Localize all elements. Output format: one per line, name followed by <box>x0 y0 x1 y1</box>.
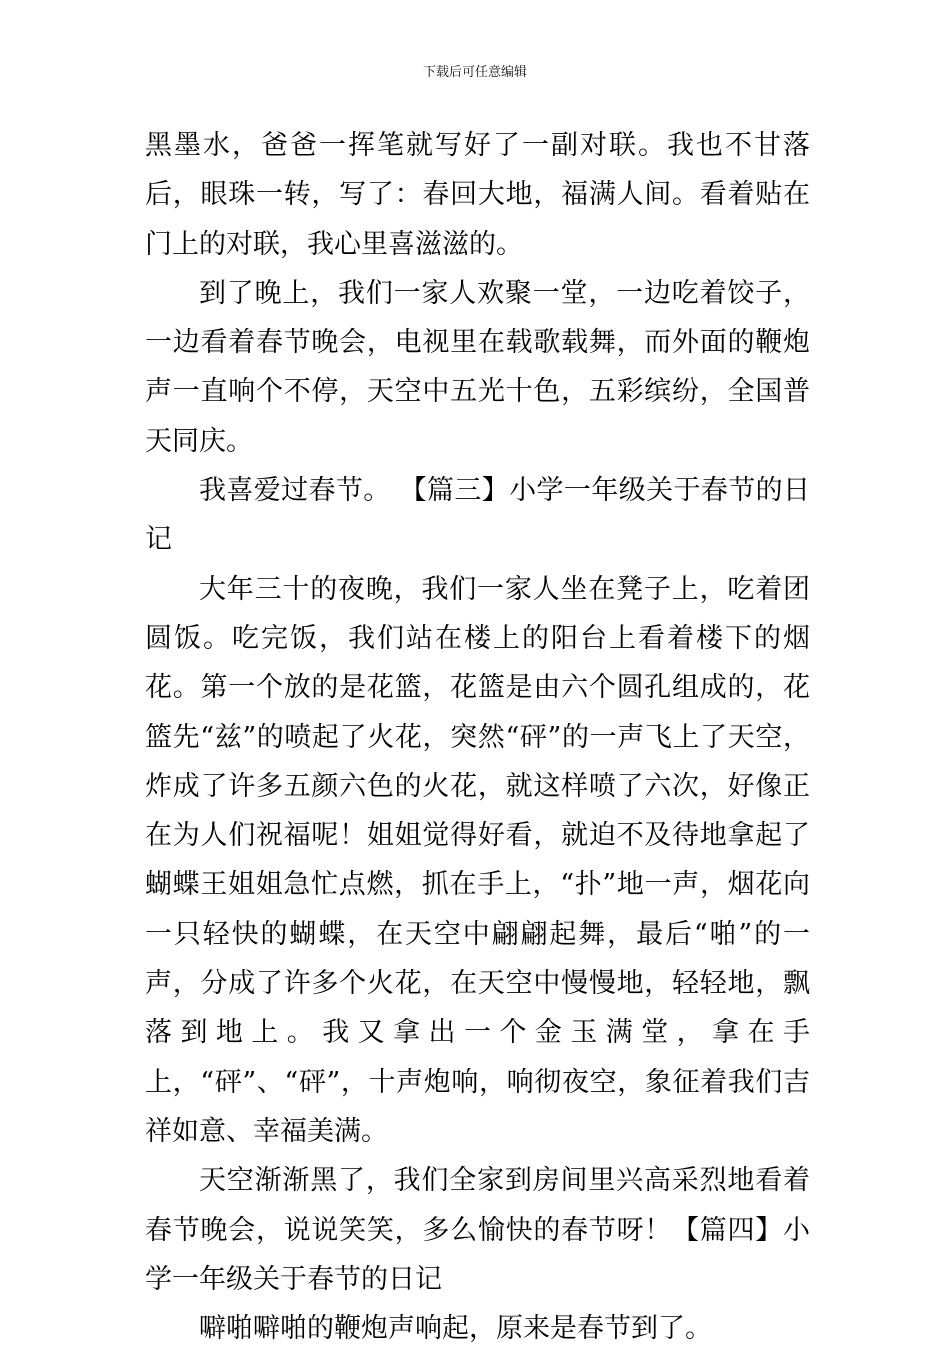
paragraph-continued: 黑墨水，爸爸一挥笔就写好了一副对联。我也不甘落后，眼珠一转，写了：春回大地，福满人间。看着贴在门上的对联，我心里喜滋滋的。 <box>145 130 810 260</box>
paragraph-firecrackers: 噼啪噼啪的鞭炮声响起，原来是春节到了。 <box>199 1313 712 1345</box>
document-body <box>145 121 810 1353</box>
page-header: 下载后可任意编辑 <box>422 65 527 80</box>
paragraph-night-gala: 天空渐渐黑了，我们全家到房间里兴高采烈地看着春节晚会，说说笑笑，多么愉快的春节呀！【篇四】小学一年级关于春节的日记 <box>145 1165 810 1295</box>
paragraph-love-spring-festival: 我喜爱过春节。 【篇三】小学一年级关于春节的日记 <box>145 475 810 556</box>
paragraph-evening: 到了晚上，我们一家人欢聚一堂，一边吃着饺子，一边看着春节晚会，电视里在载歌载舞，而外面的鞭炮声一直响个不停，天空中五光十色，五彩缤纷，全国普天同庆。 <box>145 277 810 457</box>
paragraph-fireworks: 大年三十的夜晚，我们一家人坐在凳子上，吃着团圆饭。吃完饭，我们站在楼上的阳台上看着楼下的烟花。第一个放的是花篮，花篮是由六个圆孔组成的，花篮先“兹”的喷起了火花，突然“砰”的一声飞上了天空，炸成了许多五颜六色的火花，就这样喷了六次，好像正在为人们祝福呢！姐姐觉得好看，就迫不及待地拿起了蝴蝶王姐姐急忙点燃，抓在手上，“扑”地一声，烟花向一只轻快的蝴蝶，在天空中翩翩起舞，最后“啪”的一声，分成了许多个火花，在天空中慢慢地，轻轻地，飘落到地上。我又拿出一个金玉满堂，拿在手上，“砰”、“砰”，十声炮响，响彻夜空，象征着我们吉祥如意、幸福美满。 <box>145 573 810 1147</box>
